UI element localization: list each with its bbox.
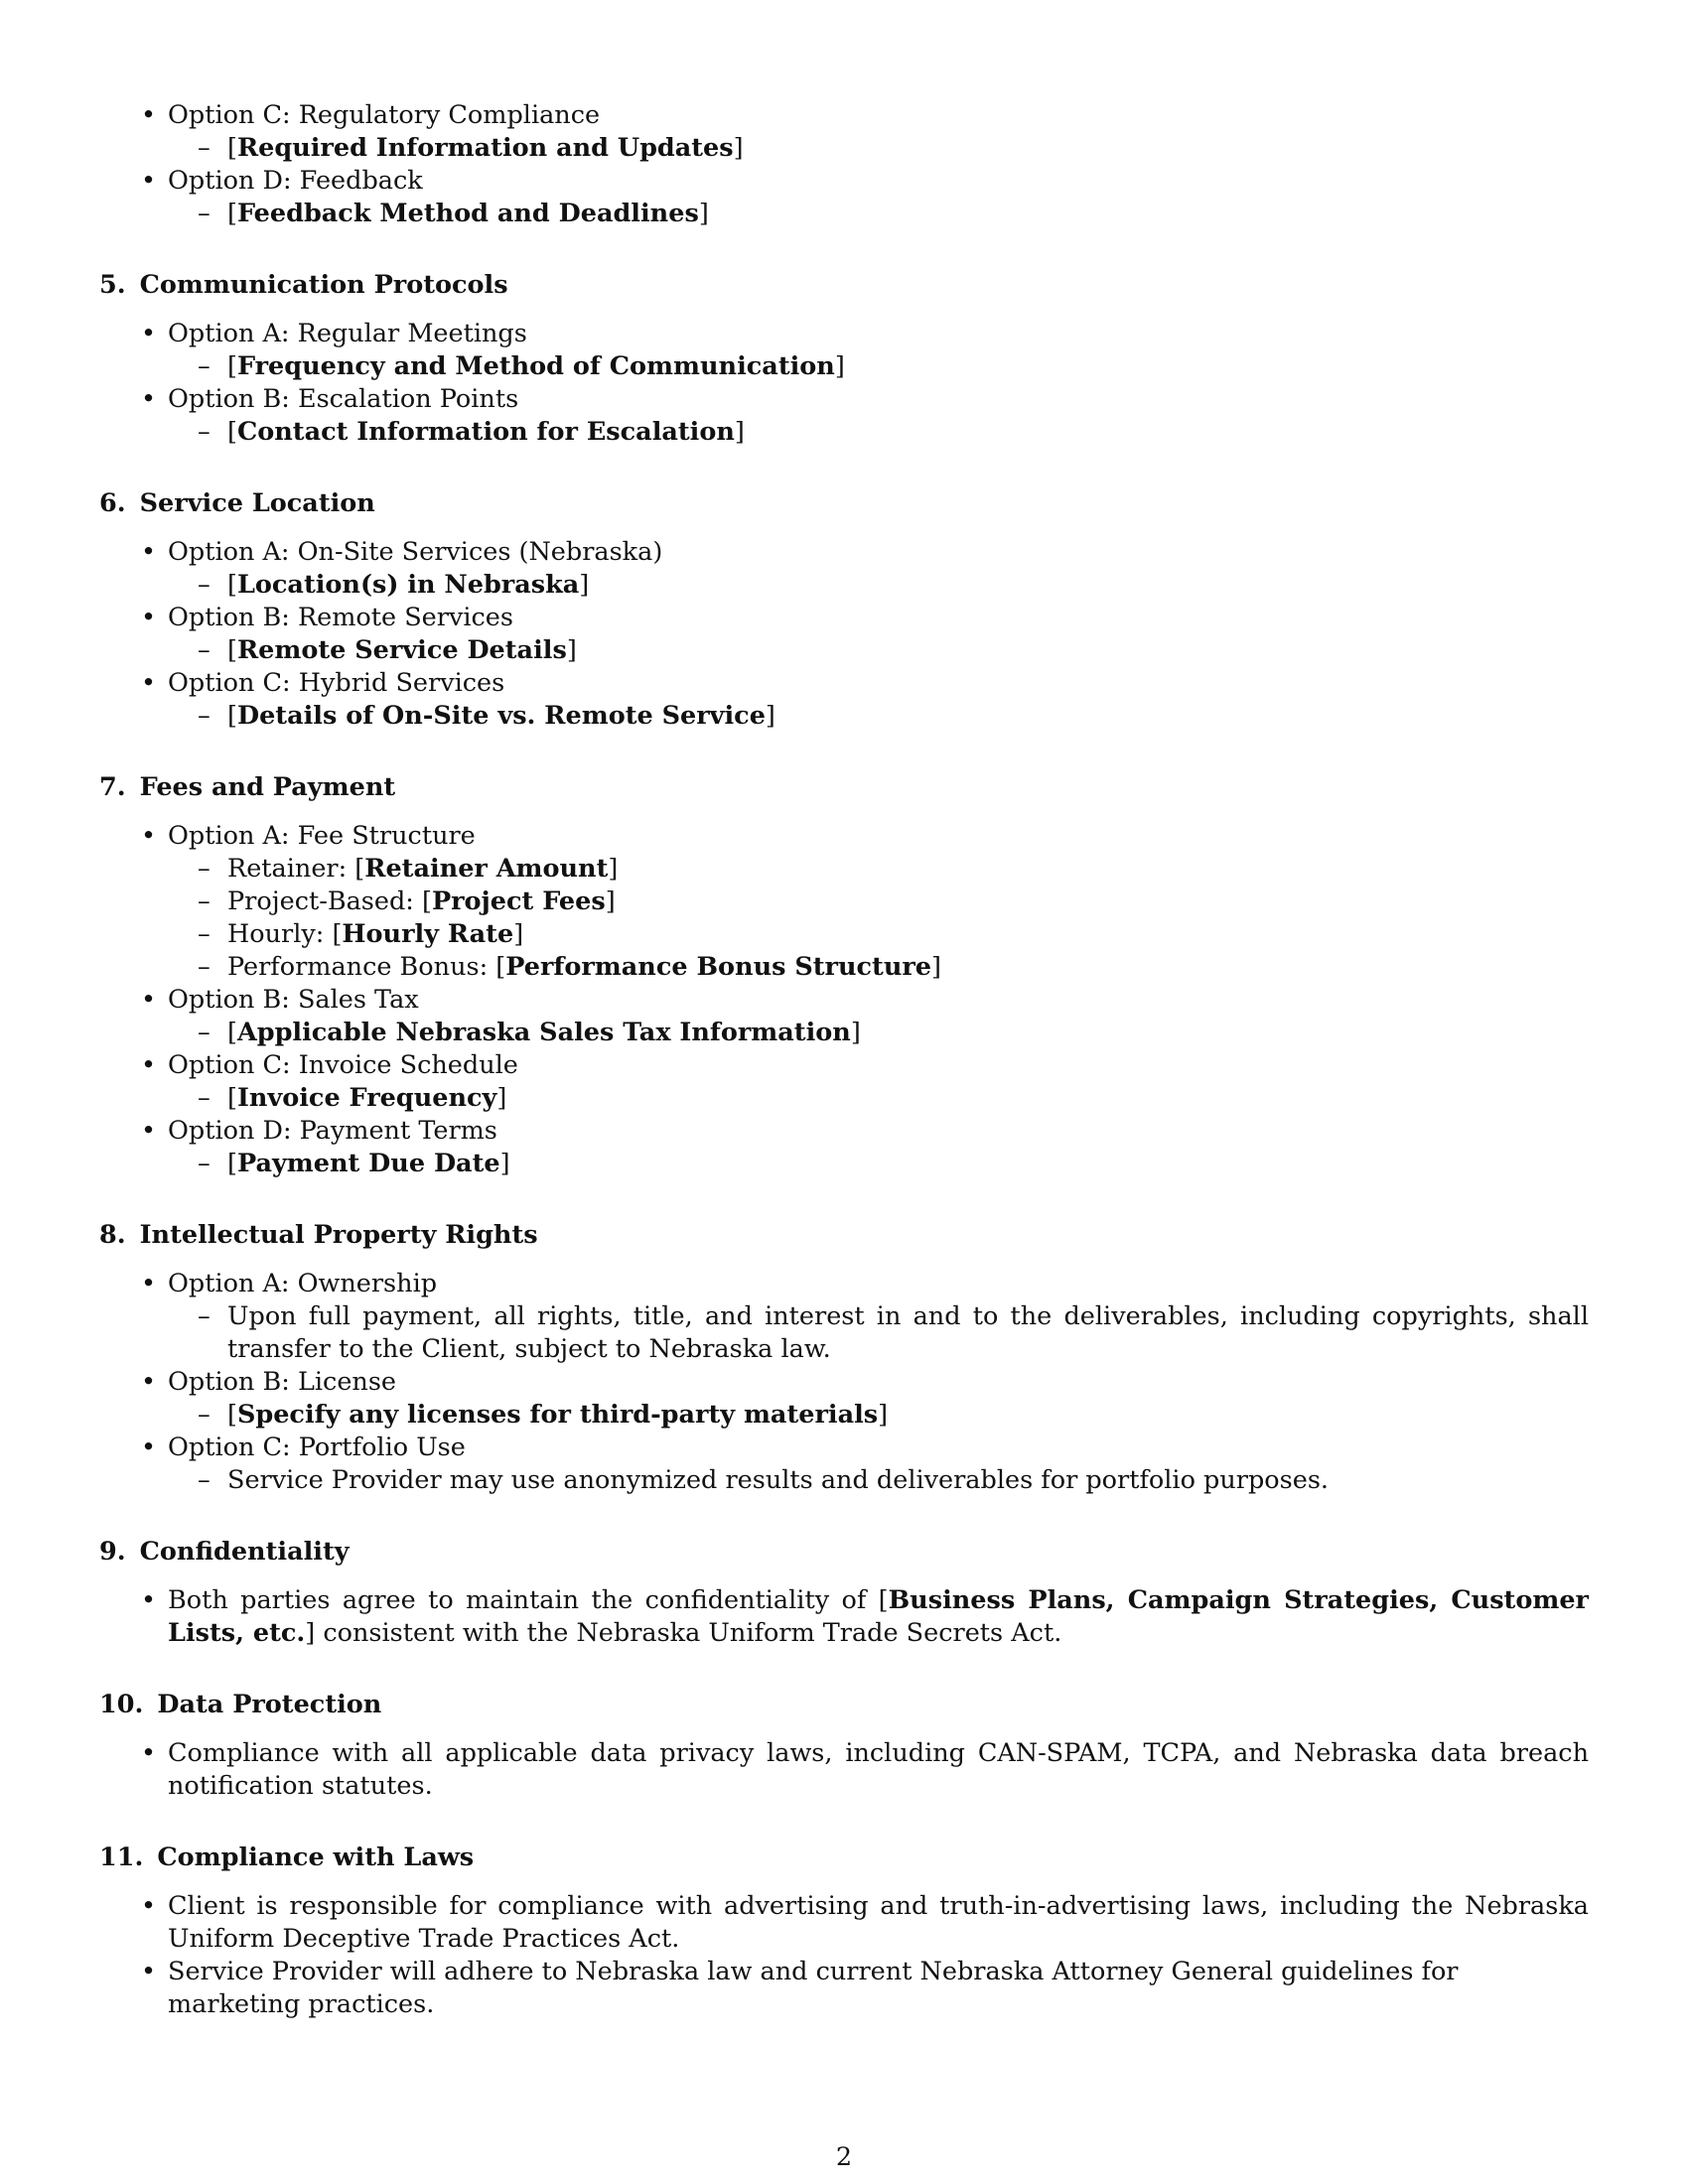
option-label: Option A: On-Site Services (Nebraska) xyxy=(168,537,663,567)
section-intellectual-property xyxy=(99,1219,1589,1497)
section-heading xyxy=(99,1842,1589,1874)
sub-item: – [Applicable Nebraska Sales Tax Information] xyxy=(198,1018,861,1047)
option-item xyxy=(141,1268,1589,1366)
option-item xyxy=(141,383,1589,449)
option-item xyxy=(141,1115,1589,1180)
bullet-icon: • xyxy=(141,537,157,567)
option-label: Option D: Payment Terms xyxy=(168,1116,497,1146)
bullet-icon: • xyxy=(141,603,157,632)
placeholder-field: Project Fees xyxy=(431,887,606,916)
placeholder-field: Specify any licenses for third-party materials xyxy=(236,1400,879,1430)
dash-icon: – xyxy=(198,1083,211,1113)
option-item xyxy=(141,165,1589,230)
bullet-icon: • xyxy=(141,1433,157,1462)
dash-icon: – xyxy=(198,919,211,949)
placeholder-field: Frequency and Method of Communication xyxy=(236,351,835,381)
clause-text: Upon full payment, all rights, title, and interest in and to the deliverables, including copyrights, shall transfer to the Client, subject to Nebraska law. xyxy=(227,1301,1589,1364)
dash-icon: – xyxy=(198,635,211,665)
section-heading xyxy=(99,1536,1589,1569)
document-page xyxy=(99,99,1589,2060)
dash-icon: – xyxy=(198,1018,211,1047)
placeholder-field: Remote Service Details xyxy=(236,635,567,665)
section-heading xyxy=(99,1689,1589,1721)
sub-item: – [Specify any licenses for third-party materials] xyxy=(198,1400,889,1430)
section-title: Compliance with Laws xyxy=(157,1843,475,1872)
clause-text: Service Provider will adhere to Nebraska law and current Nebraska Attorney General guidelines for marketing practices. xyxy=(168,1957,1459,2019)
bullet-icon: • xyxy=(141,1738,157,1768)
option-item xyxy=(141,820,1589,984)
dash-icon: – xyxy=(198,1400,211,1430)
bullet-icon: • xyxy=(141,1585,157,1615)
bullet-list xyxy=(99,1890,1589,2021)
option-list xyxy=(99,536,1589,733)
bullet-icon: • xyxy=(141,1050,157,1080)
option-label: Option D: Feedback xyxy=(168,166,423,196)
dash-icon: – xyxy=(198,854,211,884)
placeholder-field: Required Information and Updates xyxy=(236,133,734,163)
page-number: 2 xyxy=(835,2142,853,2172)
section-number: 6. xyxy=(99,488,126,518)
dash-icon: – xyxy=(198,952,211,982)
fee-item: – Hourly: [Hourly Rate] xyxy=(198,919,524,949)
section-data-protection xyxy=(99,1689,1589,1803)
option-item xyxy=(141,984,1589,1049)
fee-item: – Project-Based: [Project Fees] xyxy=(198,887,616,916)
option-item xyxy=(141,1366,1589,1432)
option-label: Option B: License xyxy=(168,1367,397,1397)
option-label: Option A: Ownership xyxy=(168,1269,438,1298)
bullet-icon: • xyxy=(141,166,157,196)
dash-icon: – xyxy=(198,887,211,916)
placeholder-field: Applicable Nebraska Sales Tax Information xyxy=(236,1018,851,1047)
clause-text: Client is responsible for compliance with advertising and truth-in-advertising laws, including the Nebraska Uniform Deceptive Trade Practices Act. xyxy=(168,1891,1589,1954)
option-label: Option A: Regular Meetings xyxy=(168,319,527,348)
bullet-icon: • xyxy=(141,821,157,851)
fee-item: – Performance Bonus: [Performance Bonus Structure] xyxy=(198,952,941,982)
option-item xyxy=(141,602,1589,667)
dash-icon: – xyxy=(198,1301,211,1331)
fee-label: Hourly: xyxy=(227,919,333,949)
sub-item: – [Details of On-Site vs. Remote Service] xyxy=(198,701,775,731)
sub-item: – [Feedback Method and Deadlines] xyxy=(198,199,709,228)
fee-label: Project-Based: xyxy=(227,887,422,916)
option-item xyxy=(141,1432,1589,1497)
placeholder-field: Payment Due Date xyxy=(236,1149,500,1178)
fee-item: – Retainer: [Retainer Amount] xyxy=(198,854,619,884)
bullet-icon: • xyxy=(141,985,157,1015)
section-number: 10. xyxy=(99,1690,144,1719)
clause-text: Service Provider may use anonymized results and deliverables for portfolio purposes. xyxy=(227,1465,1330,1495)
placeholder-field: Feedback Method and Deadlines xyxy=(236,199,699,228)
sub-item xyxy=(198,1300,1589,1366)
placeholder-field: Details of On-Site vs. Remote Service xyxy=(236,701,766,731)
bullet-icon: • xyxy=(141,100,157,130)
section-fees-and-payment xyxy=(99,771,1589,1180)
section-number: 8. xyxy=(99,1220,126,1250)
section-service-location xyxy=(99,487,1589,733)
placeholder-field: Location(s) in Nebraska xyxy=(236,570,580,600)
bullet-icon: • xyxy=(141,1269,157,1298)
option-label: Option B: Remote Services xyxy=(168,603,513,632)
option-list xyxy=(99,99,1589,230)
bullet-icon: • xyxy=(141,1116,157,1146)
option-item xyxy=(141,667,1589,733)
bullet-icon: • xyxy=(141,1957,157,1986)
sub-item: – [Required Information and Updates] xyxy=(198,133,744,163)
section-number: 7. xyxy=(99,772,126,802)
section-4-continued xyxy=(99,99,1589,230)
option-label: Option B: Sales Tax xyxy=(168,985,419,1015)
option-label: Option C: Hybrid Services xyxy=(168,668,505,698)
dash-icon: – xyxy=(198,1465,211,1495)
section-title: Service Location xyxy=(139,488,375,518)
sub-item: – [Location(s) in Nebraska] xyxy=(198,570,590,600)
section-number: 9. xyxy=(99,1537,126,1567)
placeholder-field: Retainer Amount xyxy=(364,854,609,884)
dash-icon: – xyxy=(198,570,211,600)
section-number: 11. xyxy=(99,1843,144,1872)
bullet-item xyxy=(141,1890,1589,1956)
bullet-item xyxy=(141,1956,1589,2021)
placeholder-field: Contact Information for Escalation xyxy=(236,417,735,447)
option-label: Option C: Regulatory Compliance xyxy=(168,100,601,130)
option-item xyxy=(141,1049,1589,1115)
fee-label: Retainer: xyxy=(227,854,355,884)
section-heading xyxy=(99,771,1589,804)
dash-icon: – xyxy=(198,701,211,731)
bullet-icon: • xyxy=(141,384,157,414)
section-heading xyxy=(99,1219,1589,1252)
bullet-item xyxy=(141,1737,1589,1803)
section-heading xyxy=(99,269,1589,302)
dash-icon: – xyxy=(198,133,211,163)
section-title: Intellectual Property Rights xyxy=(139,1220,538,1250)
option-label: Option C: Portfolio Use xyxy=(168,1433,466,1462)
option-list xyxy=(99,318,1589,449)
option-label: Option B: Escalation Points xyxy=(168,384,519,414)
sub-item: – [Remote Service Details] xyxy=(198,635,577,665)
section-communication-protocols xyxy=(99,269,1589,449)
option-label: Option C: Invoice Schedule xyxy=(168,1050,518,1080)
bullet-icon: • xyxy=(141,668,157,698)
sub-item xyxy=(198,1464,1589,1497)
placeholder-field: Business Plans, Campaign Strategies, Customer Lists, etc. xyxy=(168,1585,1589,1648)
bullet-icon: • xyxy=(141,319,157,348)
option-item xyxy=(141,536,1589,602)
section-confidentiality xyxy=(99,1536,1589,1650)
option-label: Option A: Fee Structure xyxy=(168,821,476,851)
bullet-icon: • xyxy=(141,1891,157,1921)
placeholder-field: Invoice Frequency xyxy=(236,1083,497,1113)
section-number: 5. xyxy=(99,270,126,300)
clause-text: Both parties agree to maintain the confidentiality of xyxy=(168,1585,879,1615)
sub-item: – [Payment Due Date] xyxy=(198,1149,510,1178)
placeholder-field: Performance Bonus Structure xyxy=(505,952,932,982)
bullet-icon: • xyxy=(141,1367,157,1397)
section-title: Fees and Payment xyxy=(139,772,396,802)
dash-icon: – xyxy=(198,351,211,381)
sub-item: – [Contact Information for Escalation] xyxy=(198,417,745,447)
clause-text: Compliance with all applicable data privacy laws, including CAN-SPAM, TCPA, and Nebraska data breach notification statutes. xyxy=(168,1738,1589,1801)
section-title: Confidentiality xyxy=(139,1537,350,1567)
section-compliance-with-laws xyxy=(99,1842,1589,2021)
dash-icon: – xyxy=(198,417,211,447)
bullet-list xyxy=(99,1584,1589,1650)
clause-text: consistent with the Nebraska Uniform Trade Secrets Act. xyxy=(315,1618,1062,1648)
fee-label: Performance Bonus: xyxy=(227,952,496,982)
option-list xyxy=(99,820,1589,1180)
bullet-list xyxy=(99,1737,1589,1803)
section-title: Communication Protocols xyxy=(139,270,508,300)
section-heading xyxy=(99,487,1589,520)
sub-item: – [Invoice Frequency] xyxy=(198,1083,507,1113)
option-item xyxy=(141,318,1589,383)
option-list xyxy=(99,1268,1589,1497)
placeholder-field: Hourly Rate xyxy=(342,919,514,949)
section-title: Data Protection xyxy=(157,1690,382,1719)
dash-icon: – xyxy=(198,199,211,228)
dash-icon: – xyxy=(198,1149,211,1178)
sub-item: – [Frequency and Method of Communication] xyxy=(198,351,845,381)
bullet-item: • Both parties agree to maintain the confidentiality of [Business Plans, Campaign Strategies, Customer Lists, etc.] consistent with the Nebraska Uniform Trade Secrets Act. xyxy=(141,1585,1589,1648)
option-item xyxy=(141,99,1589,165)
